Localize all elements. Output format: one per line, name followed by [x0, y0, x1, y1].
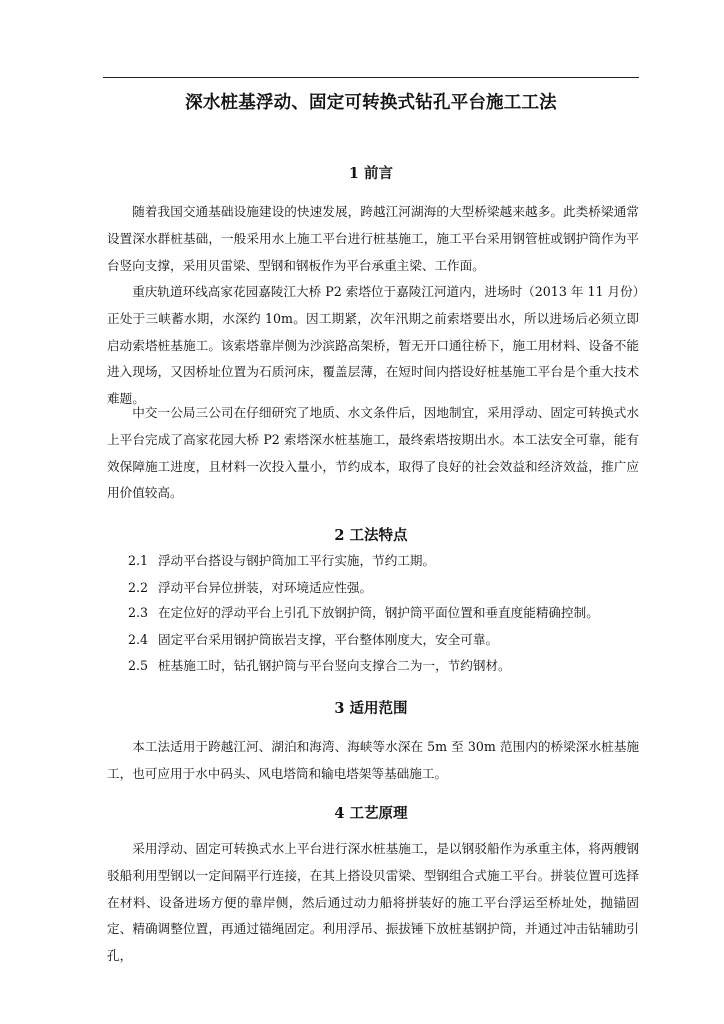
feature-item — [128, 578, 638, 598]
preface-paragraph-3: 中交一公局三公司在仔细研究了地质、水文条件后，因地制宜，采用浮动、固定可转换式水上平台完成了高家花园大桥 P2 索塔深水桩基施工，最终索塔按期出水。本工法安全可靠，能有效保障施工进度，且材料一次投入量小，节约成本，取得了良好的社会效益和经济效益，推广应用价值较高。 — [107, 405, 639, 501]
section-heading-preface: 1 前言 — [348, 165, 394, 182]
feature-item — [128, 603, 638, 623]
section-heading-principle: 4 工艺原理 — [334, 805, 408, 822]
feature-item-text: 浮动平台搭设与钢护筒加工平行实施，节约工期。 — [158, 553, 436, 568]
feature-item-number: 2.4 — [128, 632, 149, 647]
scope-paragraph-1: 本工法适用于跨越江河、湖泊和海湾、海峡等水深在 5m 至 30m 范围内的桥梁深水桩基施工，也可应用于水中码头、风电塔筒和输电塔架等基础施工。 — [107, 739, 639, 781]
preface-paragraph-1: 随着我国交通基础设施建设的快速发展，跨越江河湖海的大型桥梁越来越多。此类桥梁通常设置深水群桩基础，一般采用水上施工平台进行桩基施工，施工平台采用钢管桩或钢护筒作为平台竖向支撑，采用贝雷梁、型钢和钢板作为平台承重主梁、工作面。 — [107, 204, 639, 273]
feature-item-text: 浮动平台异位拼装，对环境适应性强。 — [158, 580, 373, 595]
feature-item-number: 2.2 — [128, 580, 149, 595]
feature-item-text: 桩基施工时，钻孔钢护筒与平台竖向支撑合二为一，节约钢材。 — [158, 658, 511, 673]
header-rule — [103, 77, 639, 78]
feature-item-number: 2.5 — [128, 658, 149, 673]
section-heading-scope: 3 适用范围 — [334, 700, 408, 717]
feature-item — [128, 630, 638, 650]
feature-item — [128, 656, 638, 676]
document-title: 深水桩基浮动、固定可转换式钻孔平台施工工法 — [185, 93, 557, 113]
feature-item-number: 2.3 — [128, 605, 149, 620]
feature-item-number: 2.1 — [128, 553, 149, 568]
feature-item — [128, 551, 638, 571]
feature-item-text: 在定位好的浮动平台上引孔下放钢护筒，钢护筒平面位置和垂直度能精确控制。 — [158, 605, 599, 620]
principle-paragraph-1: 采用浮动、固定可转换式水上平台进行深水桩基施工，是以钢驳船作为承重主体，将两艘钢驳船利用型钢以一定间隔平行连接，在其上搭设贝雷梁、型钢组合式施工平台。拼装位置可选择在材料、设备进场方便的靠岸侧，然后通过动力船将拼装好的施工平台浮运至桥址处，抛锚固定、精确调整位置，再通过锚绳固定。利用浮吊、振拔锤下放桩基钢护筒，并通过冲击钻辅助引孔， — [107, 841, 639, 964]
feature-item-text: 固定平台采用钢护筒嵌岩支撑，平台整体刚度大，安全可靠。 — [158, 632, 499, 647]
section-heading-features: 2 工法特点 — [334, 527, 408, 544]
preface-paragraph-2: 重庆轨道环线高家花园嘉陵江大桥 P2 索塔位于嘉陵江河道内，进场时（2013 年 11 月份）正处于三峡蓄水期，水深约 10m。因工期紧，次年汛期之前索塔要出水，所以进场后必须立即启动索塔桩基施工。该索塔靠岸侧为沙滨路高架桥，暂无开口通往桥下，施工用材料、设备不能进入现场，又因桥址位置为石质河床，覆盖层薄，在短时间内搭设好桩基施工平台是个重大技术难题。 — [107, 284, 639, 407]
